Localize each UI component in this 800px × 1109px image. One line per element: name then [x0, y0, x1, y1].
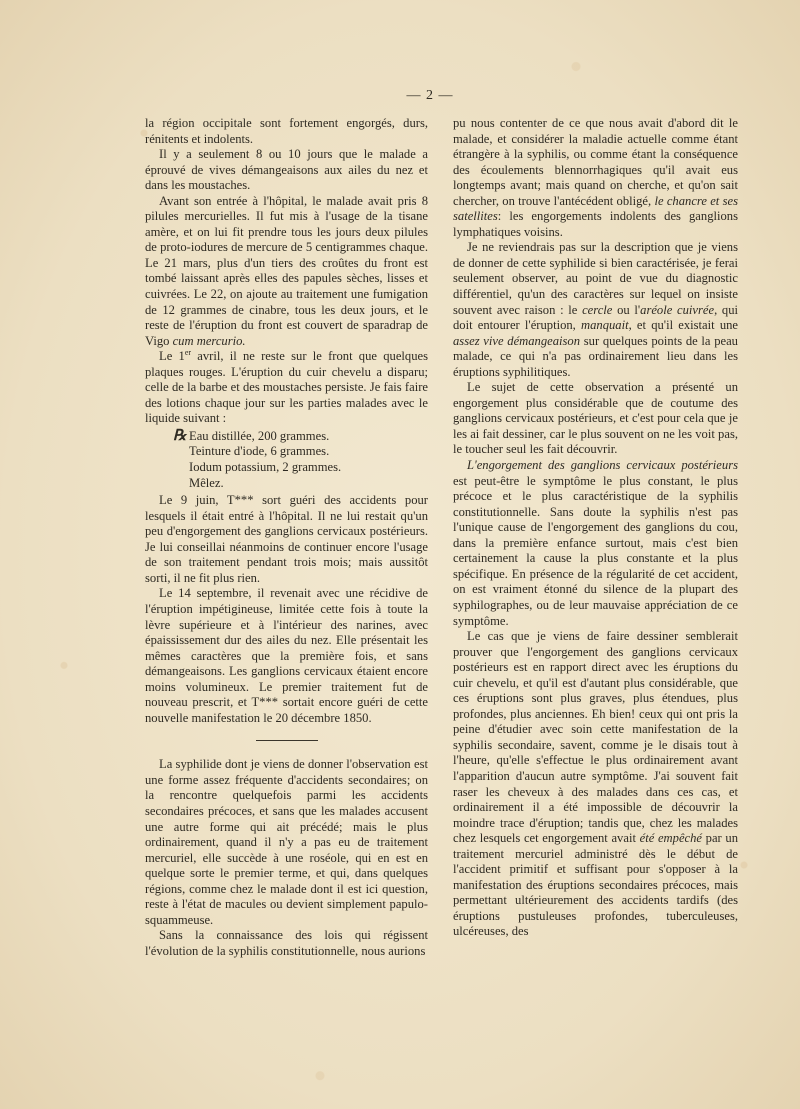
- page-number: — 2 —: [406, 88, 454, 103]
- prescription-line: Mêlez.: [189, 475, 224, 490]
- prescription-text: Eau distillée, 200 grammes.: [189, 428, 330, 443]
- paragraph-text: Avant son entrée à l'hôpital, le malade avait pris 8 pilules mercurielles. Il fut mis à l'usage de la tisane amère, et on lui fit prendre tous les jours deux pilules de proto-iodures de mercure de 5 centigrammes chaque. Le 21 mars, plus d'un tiers des croûtes du front est tombé laissant après elles des papules sèches, lisses et cuivrées. Le 22, on ajoute au traitement une fumigation de 12 grammes de cinabre, tous les deux jours, et le reste de l'éruption du front est couvert de sparadrap de Vigo: [145, 193, 428, 348]
- italic-text: cercle: [582, 302, 613, 317]
- paragraph-text: avril, il ne reste sur le front que quelques plaques rouges. L'éruption du cuir chevelu a disparu; celle de la barbe et des moustaches persiste. Je fais faire des lotions chaque jour sur les parties malades avec le liquide suivant :: [145, 349, 428, 426]
- prescription: [145, 429, 428, 491]
- italic-text: L'engorgement des ganglions cervicaux postérieurs: [467, 458, 738, 473]
- section-divider: [256, 740, 318, 741]
- paragraph: La syphilide dont je viens de donner l'observation est une forme assez fréquente d'accidents secondaires; on la rencontre quelquefois parmi les accidents secondaires précoces, et sans que les malades accusent une autre forme qui ait précédé; mais le plus ordinairement, quand il n'y a pas eu de traitement mercuriel, elle succède à une roséole, qui en est en quelque sorte le premier terme, et qui, dans quelques régions, comme chez le malade dont il est ici question, reste à l'état de macules ou devient simplement papulo-squammeuse.: [145, 757, 428, 927]
- paragraph-text: sur quelques points de la peau malade, ce qui n'a pas ordinairement lieu dans les éruptions syphilitiques.: [453, 333, 738, 379]
- paragraph: la région occipitale sont fortement engorgés, durs, rénitents et indolents.: [145, 116, 428, 146]
- prescription-line: Teinture d'iode, 6 grammes.: [189, 444, 330, 459]
- paragraph-text: Je ne reviendrais pas sur la description que je viens de donner de cette syphilide si bien caractérisée, je ferai seulement observer, au point de vue du diagnostic différentiel, qu'un des caractères sur lequel on insiste souvent avec raison : le: [453, 240, 738, 317]
- italic-text: le chancre et ses satellites: [453, 193, 738, 224]
- superscript: er: [184, 348, 192, 358]
- italic-text: cum mercurio.: [172, 333, 246, 348]
- paragraph: [453, 458, 738, 629]
- prescription-line: [145, 429, 428, 445]
- paragraph-text: par un traitement mercuriel administré dès le début de l'accident primitif et suffisant pour s'opposer à la manifestation des éruptions secondaires précoces, mais permettant ultérieurement des accidents tardifs (des éruptions pustuleuses profondes, tuberculeuses, ulcéreuses, des: [453, 831, 739, 939]
- paragraph-text: pu nous contenter de ce que nous avait d'abord dit le malade, et considérer la maladie actuelle comme étant étrangère à la syphilis, ou comme étant la conséquence des écoulements blennorrhagiques qu'il avait eus longtemps avant; mais quand on cherche, et qu'on sait chercher, on trouve l'antécédent obligé,: [453, 116, 738, 208]
- paragraph: [145, 194, 428, 349]
- italic-text: été empêché: [639, 831, 703, 846]
- paragraph: Le sujet de cette observation a présenté un engorgement plus considérable que de coutume des ganglions cervicaux postérieurs, et c'est pour cela que je les ai fait dessiner, car le plus souvent on ne les voit pas, le toucher seul les fait découvrir.: [453, 380, 738, 457]
- paragraph-text: Le cas que je viens de faire dessiner semblerait prouver que l'engorgement des ganglions cervicaux postérieurs est en rapport direct avec les éruptions du cuir chevelu, et qu'il est d'autant plus considérable, que ces éruptions sont plus graves, plus étendues, plus profondes, plus anciennes. Eh bien! ceux qui ont pris la peine d'étudier avec soin cette manifestation de la syphilis secondaire, savent, comme je le disais tout à l'heure, qu'elle s'effectue le plus ordinairement avant l'apparition d'aucun autre symptôme. J'ai souvent fait raser les cheveux à des malades dans ces cas, et ordinairement il a été impossible de découvrir la moindre trace d'éruption; tandis que, chez les malades chez lesquels cet engorgement avait: [453, 629, 738, 846]
- italic-text: aréole cuivrée: [640, 302, 715, 317]
- right-column: [453, 116, 738, 940]
- paragraph: Le 9 juin, T*** sort guéri des accidents pour lesquels il était entré à l'hôpital. Il ne lui restait qu'un peu d'engorgement des ganglions cervicaux postérieurs. Je lui conseillai néanmoins de continuer encore l'usage de son traitement pendant trois mois; mais aussitôt sorti, il ne fit plus rien.: [145, 493, 428, 585]
- paragraph: [145, 349, 428, 427]
- italic-text: manquait: [581, 318, 629, 333]
- paragraph: Sans la connaissance des lois qui régissent l'évolution de la syphilis constitutionnelle, nous aurions: [145, 928, 428, 958]
- italic-text: assez vive démangeaison: [453, 333, 581, 348]
- paragraph-text: est peut-être le symptôme le plus constant, le plus précoce et le plus caractéristique de la syphilis constitutionnelle. Sans doute la syphilis n'est pas l'unique cause de l'engorgement des ganglions du cou, dans la première enfance surtout, mais c'est bien certainement la cause la plus constante et la plus spécifique. En présence de la régularité de cet accident, on est vraiment étonné du silence de la plupart des syphilographes, ou de leur mauvaise appréciation de ce symptôme.: [453, 473, 738, 628]
- left-column: [145, 116, 428, 959]
- paragraph-text: : les engorgements indolents des ganglions lymphatiques voisins.: [453, 209, 738, 239]
- recipe-symbol: ℞: [173, 427, 187, 444]
- paragraph: Le 14 septembre, il revenait avec une récidive de l'éruption impétigineuse, limitée cette fois à toute la lèvre supérieure et à l'intérieur des narines, avec épaississement dur des ailes du nez. Elle présentait les mêmes caractères que la première fois, et sans démangeaisons. Les ganglions cervicaux étaient encore moins volumineux. Le premier traitement fut de nouveau prescrit, et T*** sortait encore guéri de cette nouvelle manifestation le 20 décembre 1850.: [145, 586, 428, 725]
- prescription-line: Iodum potassium, 2 grammes.: [189, 460, 342, 475]
- paragraph: Il y a seulement 8 ou 10 jours que le malade a éprouvé de vives démangeaisons aux ailes du nez et dans les moustaches.: [145, 147, 428, 193]
- paragraph-text: ou l': [612, 302, 641, 317]
- paragraph-text: , qui doit entourer l'éruption,: [453, 302, 738, 333]
- paragraph: [453, 629, 738, 940]
- paragraph-text: Le 1: [159, 349, 185, 364]
- paragraph: [453, 116, 738, 240]
- paragraph-text: , et qu'il existait une: [628, 318, 739, 333]
- paragraph: [453, 240, 738, 380]
